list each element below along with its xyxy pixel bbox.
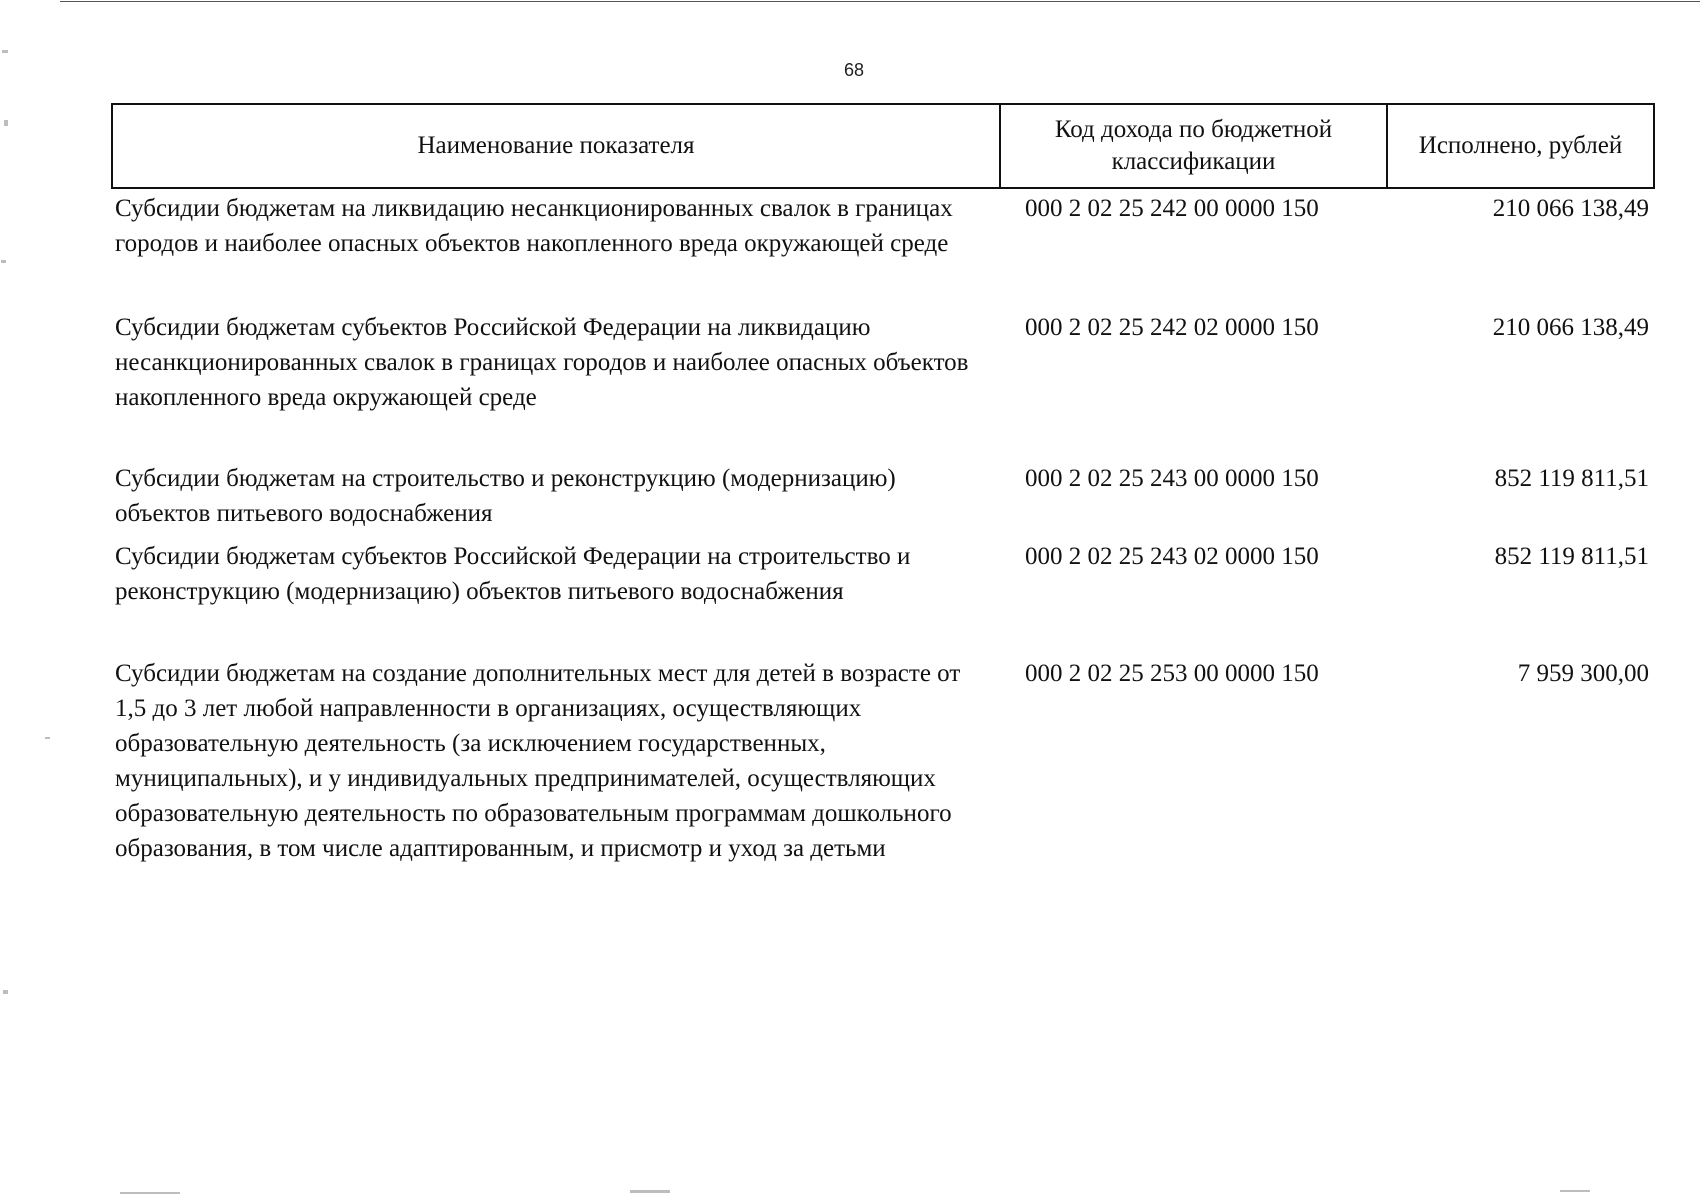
scan-speck — [4, 120, 8, 126]
scan-speck — [1560, 1190, 1590, 1192]
row-code: 000 2 02 25 242 02 0000 150 — [1025, 314, 1319, 341]
scan-top-edge — [60, 1, 1700, 2]
page-number: 68 — [843, 60, 865, 80]
row-sum: 210 066 138,49 — [1492, 195, 1649, 222]
row-name: Субсидии бюджетам субъектов Российской Федерации на строительство и реконструкцию (модернизацию) объектов питьевого водоснабжения — [115, 543, 911, 605]
row-code: 000 2 02 25 242 00 0000 150 — [1025, 195, 1319, 222]
row-code: 000 2 02 25 243 02 0000 150 — [1025, 543, 1319, 570]
scan-speck — [630, 1190, 670, 1193]
row-code: 000 2 02 25 243 00 0000 150 — [1025, 465, 1319, 492]
row-code: 000 2 02 25 253 00 0000 150 — [1025, 660, 1319, 687]
table-header — [111, 103, 1655, 189]
row-name: Субсидии бюджетам субъектов Российской Федерации на ликвидацию несанкционированных свалок в границах городов и наиболее опасных объектов накопленного вреда окружающей среде — [115, 314, 969, 411]
header-code: Код дохода по бюджетной классификации — [1001, 105, 1388, 187]
row-sum: 852 119 811,51 — [1494, 465, 1649, 492]
scan-speck — [1, 260, 6, 263]
row-name: Субсидии бюджетам на ликвидацию несанкционированных свалок в границах городов и наиболее опасных объектов накопленного вреда окружающей среде — [115, 195, 953, 257]
scan-speck — [45, 737, 50, 739]
row-name: Субсидии бюджетам на создание дополнительных мест для детей в возрасте от 1,5 до 3 лет любой направленности в организациях, осуществляющих образовательную деятельность (за исключением государственных, муниципальных), и у индивидуальных предпринимателей, осуществляющих образовательную деятельность по образовательным программам дошкольного образования, в том числе адаптированным, и присмотр и уход за детьми — [115, 660, 961, 862]
header-sum: Исполнено, рублей — [1418, 132, 1623, 159]
scan-speck — [3, 990, 8, 994]
scan-speck — [120, 1192, 180, 1194]
row-sum: 852 119 811,51 — [1494, 543, 1649, 570]
scan-speck — [2, 50, 8, 53]
row-sum: 7 959 300,00 — [1517, 660, 1649, 687]
header-name: Наименование показателя — [113, 105, 1001, 187]
row-name: Субсидии бюджетам на строительство и реконструкцию (модернизацию) объектов питьевого водоснабжения — [115, 465, 896, 527]
row-sum: 210 066 138,49 — [1492, 314, 1649, 341]
